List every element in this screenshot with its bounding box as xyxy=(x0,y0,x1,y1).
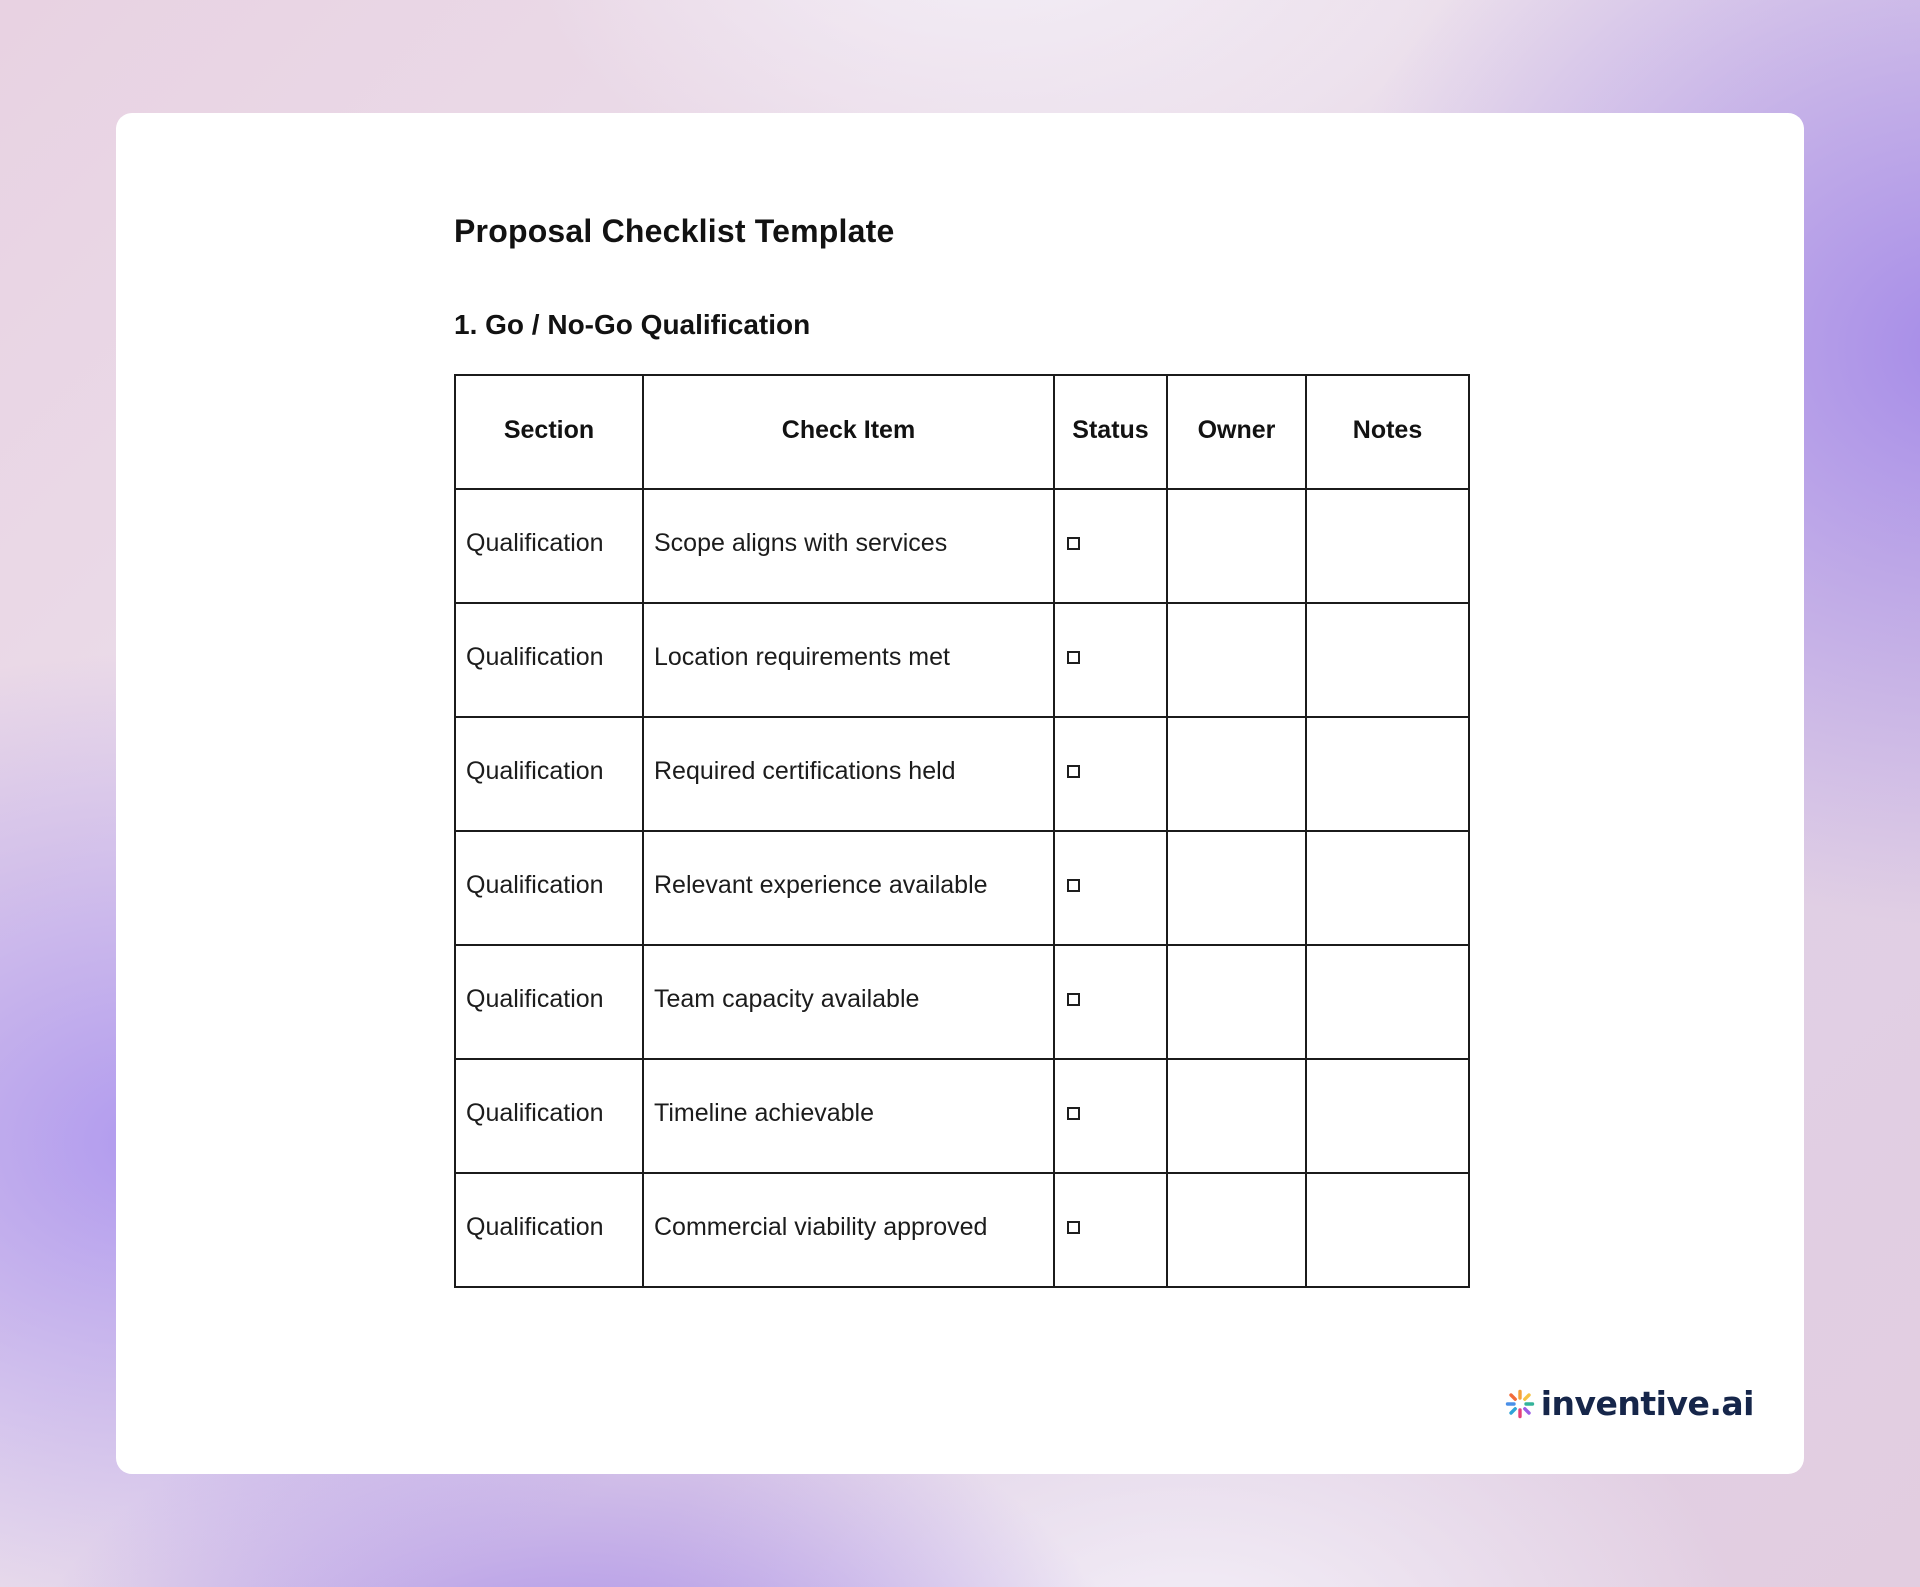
status-checkbox[interactable] xyxy=(1067,1221,1080,1234)
section-cell: Qualification xyxy=(455,831,643,945)
notes-cell[interactable] xyxy=(1306,945,1469,1059)
status-cell xyxy=(1054,603,1167,717)
status-checkbox[interactable] xyxy=(1067,993,1080,1006)
section-cell: Qualification xyxy=(455,489,643,603)
table-row xyxy=(455,831,1469,945)
status-cell xyxy=(1054,1173,1167,1287)
status-checkbox[interactable] xyxy=(1067,1107,1080,1120)
status-checkbox[interactable] xyxy=(1067,765,1080,778)
table-row xyxy=(455,945,1469,1059)
table-row xyxy=(455,489,1469,603)
notes-cell[interactable] xyxy=(1306,831,1469,945)
table-row xyxy=(455,603,1469,717)
logo-text: inventive.ai xyxy=(1540,1384,1754,1423)
check-item-cell: Location requirements met xyxy=(643,603,1054,717)
header-check-item: Check Item xyxy=(643,375,1054,489)
check-item-cell: Commercial viability approved xyxy=(643,1173,1054,1287)
check-item-cell: Required certifications held xyxy=(643,717,1054,831)
check-item-cell: Timeline achievable xyxy=(643,1059,1054,1173)
section-cell: Qualification xyxy=(455,717,643,831)
status-cell xyxy=(1054,945,1167,1059)
header-section: Section xyxy=(455,375,643,489)
owner-cell[interactable] xyxy=(1167,603,1306,717)
owner-cell[interactable] xyxy=(1167,489,1306,603)
status-checkbox[interactable] xyxy=(1067,651,1080,664)
owner-cell[interactable] xyxy=(1167,717,1306,831)
notes-cell[interactable] xyxy=(1306,489,1469,603)
notes-cell[interactable] xyxy=(1306,717,1469,831)
header-owner: Owner xyxy=(1167,375,1306,489)
status-checkbox[interactable] xyxy=(1067,537,1080,550)
header-status: Status xyxy=(1054,375,1167,489)
section-heading: 1. Go / No-Go Qualification xyxy=(454,309,811,340)
owner-cell[interactable] xyxy=(1167,831,1306,945)
owner-cell[interactable] xyxy=(1167,1173,1306,1287)
document-card xyxy=(116,113,1804,1474)
notes-cell[interactable] xyxy=(1306,1059,1469,1173)
section-cell: Qualification xyxy=(455,1059,643,1173)
table-row xyxy=(455,717,1469,831)
table-row xyxy=(455,1173,1469,1287)
status-cell xyxy=(1054,831,1167,945)
notes-cell[interactable] xyxy=(1306,1173,1469,1287)
section-cell: Qualification xyxy=(455,945,643,1059)
check-item-cell: Team capacity available xyxy=(643,945,1054,1059)
page-title: Proposal Checklist Template xyxy=(454,213,895,249)
header-notes: Notes xyxy=(1306,375,1469,489)
table-row xyxy=(455,1059,1469,1173)
status-cell xyxy=(1054,717,1167,831)
owner-cell[interactable] xyxy=(1167,945,1306,1059)
section-cell: Qualification xyxy=(455,603,643,717)
table-header-row xyxy=(455,375,1469,489)
status-checkbox[interactable] xyxy=(1067,879,1080,892)
status-cell xyxy=(1054,489,1167,603)
brand-logo xyxy=(1505,1384,1754,1423)
sparkle-burst-icon xyxy=(1505,1389,1535,1419)
owner-cell[interactable] xyxy=(1167,1059,1306,1173)
notes-cell[interactable] xyxy=(1306,603,1469,717)
check-item-cell: Relevant experience available xyxy=(643,831,1054,945)
section-cell: Qualification xyxy=(455,1173,643,1287)
status-cell xyxy=(1054,1059,1167,1173)
check-item-cell: Scope aligns with services xyxy=(643,489,1054,603)
checklist-table xyxy=(454,374,1470,1288)
